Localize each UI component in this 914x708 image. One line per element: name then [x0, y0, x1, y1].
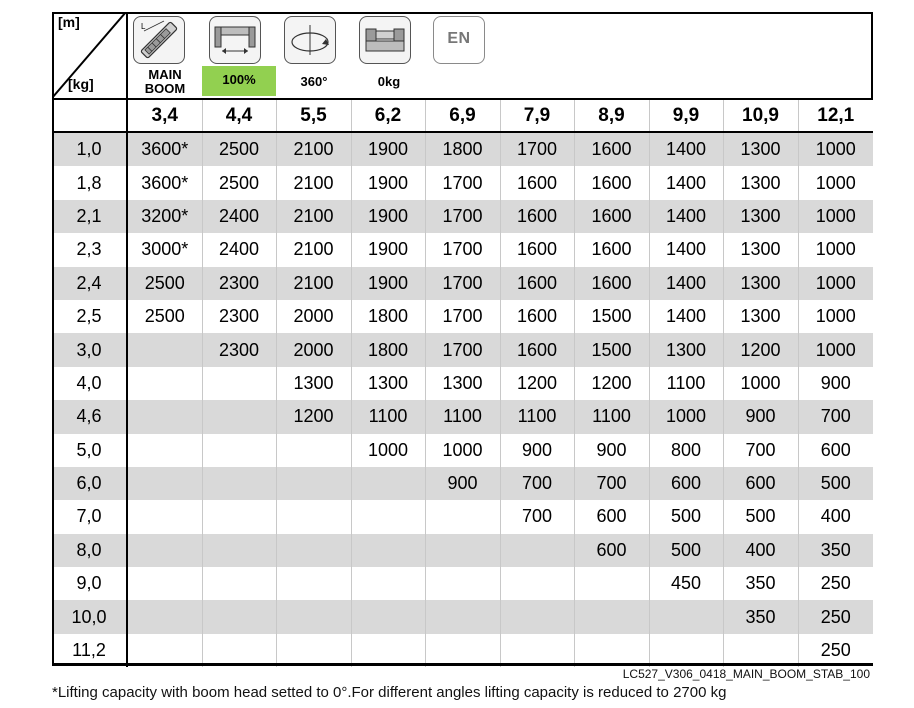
- capacity-cell: 1200: [276, 400, 351, 433]
- capacity-cell: 1000: [798, 267, 873, 300]
- reach-header-cell: 5,5: [276, 99, 351, 132]
- table-row: [52, 567, 873, 600]
- frame-right: [871, 12, 873, 98]
- reach-header-cell: 12,1: [798, 99, 873, 132]
- capacity-cell: 900: [798, 367, 873, 400]
- capacity-cell: [202, 400, 276, 433]
- capacity-cell: 1400: [649, 132, 723, 166]
- capacity-cell: 600: [798, 434, 873, 467]
- load-chart: [52, 12, 873, 666]
- capacity-cell: 1000: [351, 434, 425, 467]
- capacity-cell: 1600: [574, 132, 649, 166]
- capacity-cell: 1100: [649, 367, 723, 400]
- capacity-cell: 1900: [351, 200, 425, 233]
- chart-reference: LC527_V306_0418_MAIN_BOOM_STAB_100: [622, 667, 870, 681]
- capacity-cell: 3200*: [127, 200, 202, 233]
- capacity-cell: 350: [723, 567, 798, 600]
- capacity-cell: 1800: [351, 333, 425, 366]
- capacity-cell: 1700: [425, 333, 500, 366]
- reach-header-cell: 7,9: [500, 99, 574, 132]
- height-cell: 1,8: [52, 166, 127, 199]
- capacity-cell: 250: [798, 634, 873, 667]
- table-row: [52, 233, 873, 266]
- header-divider: [126, 12, 128, 98]
- footnote: *Lifting capacity with boom head setted to 0°.For different angles lifting capacity is reduced to 2700 kg: [52, 684, 727, 701]
- capacity-cell: 400: [723, 534, 798, 567]
- capacity-cell: 500: [649, 534, 723, 567]
- capacity-cell: [425, 567, 500, 600]
- capacity-cell: 1900: [351, 233, 425, 266]
- capacity-cell: [500, 534, 574, 567]
- capacity-cell: [202, 500, 276, 533]
- height-cell: 6,0: [52, 467, 127, 500]
- capacity-cell: 2300: [202, 300, 276, 333]
- capacity-cell: 1600: [500, 200, 574, 233]
- capacity-cell: [276, 434, 351, 467]
- capacity-cell: 1300: [351, 367, 425, 400]
- capacity-cell: 1600: [500, 166, 574, 199]
- capacity-cell: 1700: [425, 233, 500, 266]
- capacity-cell: [351, 534, 425, 567]
- boom-label: MAIN BOOM: [144, 68, 186, 96]
- height-cell: 1,0: [52, 132, 127, 166]
- capacity-cell: 2400: [202, 200, 276, 233]
- capacity-cell: 900: [425, 467, 500, 500]
- frame-top: [52, 12, 873, 14]
- capacity-cell: 1000: [798, 166, 873, 199]
- capacity-cell: 1700: [425, 267, 500, 300]
- capacity-cell: [649, 600, 723, 633]
- capacity-cell: 2500: [202, 166, 276, 199]
- capacity-cell: [351, 467, 425, 500]
- capacity-cell: 1800: [425, 132, 500, 166]
- capacity-cell: 700: [723, 434, 798, 467]
- capacity-cell: [202, 534, 276, 567]
- capacity-cell: 1100: [351, 400, 425, 433]
- capacity-cell: 1400: [649, 233, 723, 266]
- capacity-cell: 1200: [723, 333, 798, 366]
- capacity-cell: 250: [798, 567, 873, 600]
- capacity-cell: 500: [798, 467, 873, 500]
- capacity-cell: 1100: [574, 400, 649, 433]
- capacity-cell: 1000: [798, 333, 873, 366]
- capacity-cell: 3600*: [127, 166, 202, 199]
- capacity-cell: 250: [798, 600, 873, 633]
- ballast-icon: [359, 16, 411, 64]
- height-cell: 4,6: [52, 400, 127, 433]
- capacity-cell: 1300: [723, 166, 798, 199]
- weight-unit-label: [kg]: [68, 76, 94, 92]
- capacity-cell: 400: [798, 500, 873, 533]
- capacity-cell: 1100: [500, 400, 574, 433]
- capacity-cell: [127, 534, 202, 567]
- height-cell: 10,0: [52, 600, 127, 633]
- height-cell: 2,3: [52, 233, 127, 266]
- height-cell: 3,0: [52, 333, 127, 366]
- rotation-value: 360°: [300, 74, 328, 89]
- reach-header-cell: 8,9: [574, 99, 649, 132]
- capacity-cell: 1500: [574, 300, 649, 333]
- capacity-cell: 1400: [649, 166, 723, 199]
- reach-header-cell: 3,4: [127, 99, 202, 132]
- capacity-cell: [202, 600, 276, 633]
- capacity-cell: 2100: [276, 200, 351, 233]
- capacity-cell: [276, 600, 351, 633]
- capacity-cell: 1700: [500, 132, 574, 166]
- capacity-cell: 2100: [276, 267, 351, 300]
- capacity-cell: 800: [649, 434, 723, 467]
- reach-header-cell: 10,9: [723, 99, 798, 132]
- capacity-cell: 1800: [351, 300, 425, 333]
- table-row: [52, 367, 873, 400]
- capacity-cell: 1600: [574, 166, 649, 199]
- capacity-cell: 1000: [798, 300, 873, 333]
- capacity-cell: 3000*: [127, 233, 202, 266]
- capacity-cell: 1000: [798, 233, 873, 266]
- capacity-cell: [127, 434, 202, 467]
- distance-unit-label: [m]: [58, 14, 80, 30]
- stabilizer-icon: [209, 16, 261, 64]
- capacity-cell: [425, 534, 500, 567]
- capacity-cell: 2100: [276, 166, 351, 199]
- capacity-cell: 1900: [351, 267, 425, 300]
- capacity-cell: 1100: [425, 400, 500, 433]
- capacity-cell: 1000: [649, 400, 723, 433]
- capacity-cell: 1400: [649, 200, 723, 233]
- capacity-cell: 1000: [425, 434, 500, 467]
- capacity-cell: 1700: [425, 300, 500, 333]
- reach-header-row: [52, 99, 873, 132]
- height-cell: 2,1: [52, 200, 127, 233]
- capacity-cell: 2500: [202, 132, 276, 166]
- capacity-cell: 2500: [127, 300, 202, 333]
- capacity-cell: 700: [500, 500, 574, 533]
- svg-text:L: L: [141, 22, 146, 31]
- capacity-cell: 350: [723, 600, 798, 633]
- capacity-cell: 1700: [425, 200, 500, 233]
- capacity-cell: [276, 467, 351, 500]
- capacity-cell: [276, 534, 351, 567]
- capacity-cell: [127, 567, 202, 600]
- capacity-cell: [500, 567, 574, 600]
- capacity-cell: [276, 500, 351, 533]
- capacity-cell: 1200: [574, 367, 649, 400]
- capacity-cell: 1000: [798, 132, 873, 166]
- capacity-cell: 2300: [202, 267, 276, 300]
- capacity-cell: [574, 567, 649, 600]
- table-row: [52, 300, 873, 333]
- table-row: [52, 400, 873, 433]
- capacity-cell: [351, 600, 425, 633]
- capacity-cell: 600: [574, 534, 649, 567]
- capacity-cell: 1000: [723, 367, 798, 400]
- capacity-cell: 900: [723, 400, 798, 433]
- reach-header-cell: 9,9: [649, 99, 723, 132]
- capacity-cell: [574, 600, 649, 633]
- stabilizer-value: 100%: [202, 66, 276, 96]
- capacity-cell: [202, 367, 276, 400]
- capacity-cell: [425, 500, 500, 533]
- capacity-cell: 2000: [276, 333, 351, 366]
- capacity-cell: 500: [723, 500, 798, 533]
- table-row: [52, 467, 873, 500]
- capacity-cell: [127, 400, 202, 433]
- height-cell: 7,0: [52, 500, 127, 533]
- capacity-cell: 1200: [500, 367, 574, 400]
- reach-header-cell: 6,2: [351, 99, 425, 132]
- language-icon: [433, 16, 485, 64]
- capacity-cell: 700: [798, 400, 873, 433]
- capacity-cell: 900: [500, 434, 574, 467]
- capacity-cell: 900: [574, 434, 649, 467]
- capacity-cell: 1500: [574, 333, 649, 366]
- capacity-cell: 1600: [500, 267, 574, 300]
- capacity-cell: 2400: [202, 233, 276, 266]
- capacity-cell: 2500: [127, 267, 202, 300]
- capacity-cell: 1300: [723, 233, 798, 266]
- capacity-cell: [425, 600, 500, 633]
- capacity-cell: 450: [649, 567, 723, 600]
- capacity-cell: [202, 467, 276, 500]
- table-row: [52, 500, 873, 533]
- capacity-cell: [127, 367, 202, 400]
- capacity-table: [52, 98, 873, 667]
- reach-header-cell: 4,4: [202, 99, 276, 132]
- capacity-cell: 1600: [574, 267, 649, 300]
- capacity-cell: 1600: [574, 200, 649, 233]
- capacity-cell: 1300: [723, 200, 798, 233]
- capacity-cell: [127, 333, 202, 366]
- height-cell: 2,5: [52, 300, 127, 333]
- language-label: EN: [447, 30, 471, 47]
- capacity-cell: 1900: [351, 132, 425, 166]
- capacity-cell: 1900: [351, 166, 425, 199]
- height-cell: 8,0: [52, 534, 127, 567]
- capacity-cell: 1400: [649, 300, 723, 333]
- capacity-cell: 600: [723, 467, 798, 500]
- capacity-cell: [127, 467, 202, 500]
- height-cell: 4,0: [52, 367, 127, 400]
- table-row: [52, 434, 873, 467]
- table-row: [52, 200, 873, 233]
- capacity-cell: 1300: [723, 132, 798, 166]
- frame-bottom: [52, 663, 873, 666]
- capacity-cell: [351, 567, 425, 600]
- rotation-icon: [284, 16, 336, 64]
- capacity-cell: [127, 500, 202, 533]
- height-cell: 9,0: [52, 567, 127, 600]
- capacity-cell: 1700: [425, 166, 500, 199]
- capacity-cell: [202, 567, 276, 600]
- capacity-cell: 1600: [500, 333, 574, 366]
- capacity-cell: 1600: [500, 233, 574, 266]
- capacity-cell: 1000: [798, 200, 873, 233]
- capacity-cell: 700: [574, 467, 649, 500]
- chart-header: [52, 12, 873, 98]
- ballast-value: 0kg: [377, 74, 401, 89]
- capacity-cell: [500, 600, 574, 633]
- table-row: [52, 534, 873, 567]
- table-row: [52, 333, 873, 366]
- reach-header-cell: 6,9: [425, 99, 500, 132]
- frame-left: [52, 12, 54, 666]
- capacity-cell: 350: [798, 534, 873, 567]
- table-row: [52, 132, 873, 166]
- header-corner-cell: [52, 99, 127, 132]
- capacity-cell: [276, 567, 351, 600]
- capacity-cell: 1300: [649, 333, 723, 366]
- table-row: [52, 600, 873, 633]
- capacity-cell: 1600: [574, 233, 649, 266]
- capacity-cell: [127, 600, 202, 633]
- capacity-cell: 1300: [425, 367, 500, 400]
- capacity-cell: 3600*: [127, 132, 202, 166]
- capacity-cell: 2300: [202, 333, 276, 366]
- table-row: [52, 166, 873, 199]
- capacity-cell: 2100: [276, 132, 351, 166]
- capacity-cell: 700: [500, 467, 574, 500]
- table-row: [52, 267, 873, 300]
- capacity-cell: 1300: [723, 267, 798, 300]
- capacity-cell: 600: [574, 500, 649, 533]
- boom-icon: [133, 16, 185, 64]
- capacity-cell: 1300: [723, 300, 798, 333]
- capacity-cell: [202, 434, 276, 467]
- capacity-cell: [351, 500, 425, 533]
- capacity-cell: 600: [649, 467, 723, 500]
- height-cell: 5,0: [52, 434, 127, 467]
- capacity-cell: 1400: [649, 267, 723, 300]
- height-cell: 2,4: [52, 267, 127, 300]
- capacity-cell: 2000: [276, 300, 351, 333]
- capacity-cell: 1600: [500, 300, 574, 333]
- capacity-cell: 2100: [276, 233, 351, 266]
- height-cell: 11,2: [52, 634, 127, 667]
- capacity-cell: 500: [649, 500, 723, 533]
- capacity-cell: 1300: [276, 367, 351, 400]
